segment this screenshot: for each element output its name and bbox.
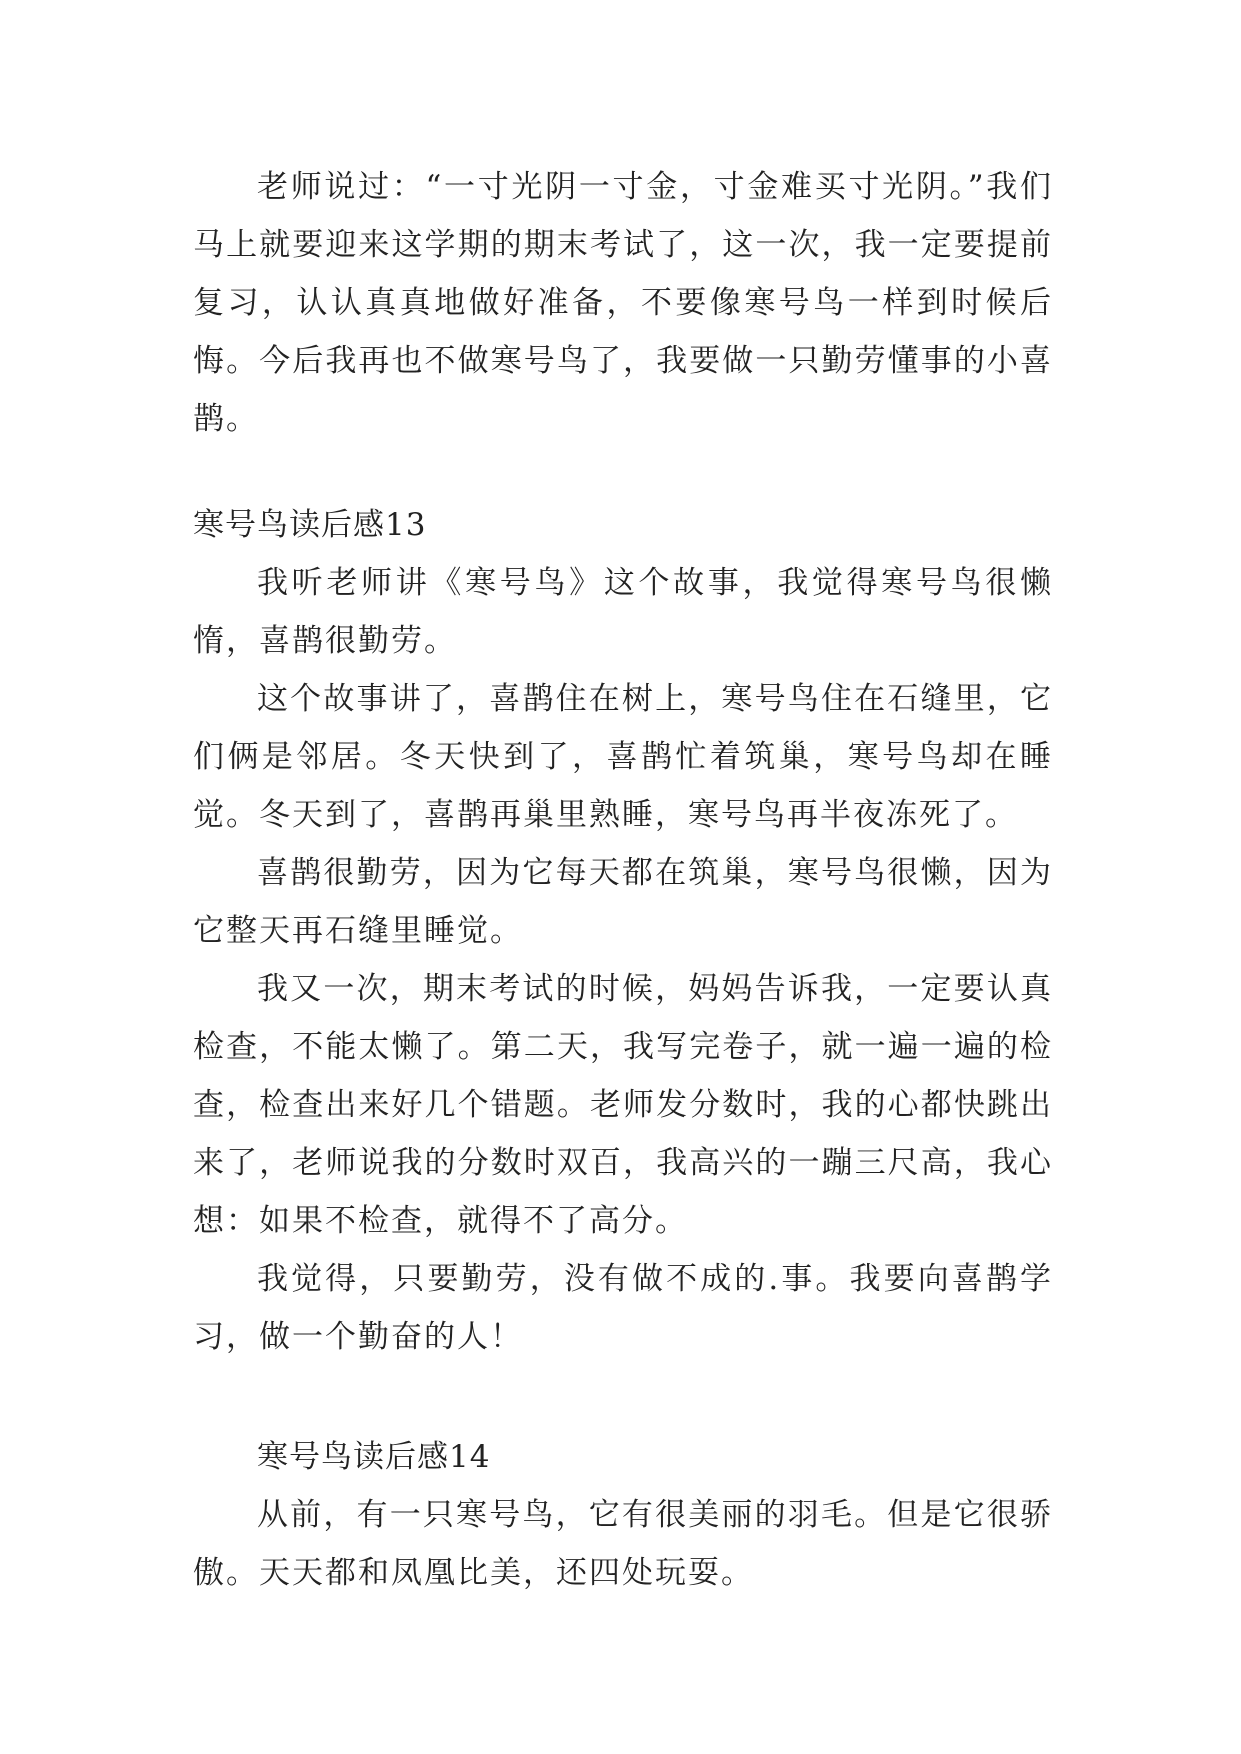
paragraph: 这个故事讲了，喜鹊住在树上，寒号鸟住在石缝里，它们俩是邻居。冬天快到了，喜鹊忙着筑巢，寒号鸟却在睡觉。冬天到了，喜鹊再巢里熟睡，寒号鸟再半夜冻死了。 [193, 681, 1053, 833]
section-title: 寒号鸟读后感13 [193, 507, 427, 543]
section-spacer [193, 448, 1053, 496]
paragraph: 喜鹊很勤劳，因为它每天都在筑巢，寒号鸟很懒，因为它整天再石缝里睡觉。 [193, 855, 1053, 949]
section-title: 寒号鸟读后感14 [257, 1439, 491, 1475]
paragraph: 老师说过：“一寸光阴一寸金，寸金难买寸光阴。”我们马上就要迎来这学期的期末考试了，这一次，我一定要提前复习，认认真真地做好准备，不要像寒号鸟一样到时候后悔。今后我再也不做寒号鸟了，我要做一只勤劳懂事的小喜鹊。 [193, 169, 1053, 437]
paragraph: 我觉得，只要勤劳，没有做不成的.事。我要向喜鹊学习，做一个勤奋的人！ [193, 1261, 1053, 1355]
section-spacer [193, 1366, 1053, 1428]
paragraph: 从前，有一只寒号鸟，它有很美丽的羽毛。但是它很骄傲。天天都和凤凰比美，还四处玩耍。 [193, 1497, 1053, 1591]
document-page [193, 158, 1053, 1602]
paragraph: 我又一次，期末考试的时候，妈妈告诉我，一定要认真检查，不能太懒了。第二天，我写完卷子，就一遍一遍的检查，检查出来好几个错题。老师发分数时，我的心都快跳出来了，老师说我的分数时双百，我高兴的一蹦三尺高，我心想：如果不检查，就得不了高分。 [193, 971, 1053, 1239]
paragraph: 我听老师讲《寒号鸟》这个故事，我觉得寒号鸟很懒惰，喜鹊很勤劳。 [193, 565, 1053, 659]
